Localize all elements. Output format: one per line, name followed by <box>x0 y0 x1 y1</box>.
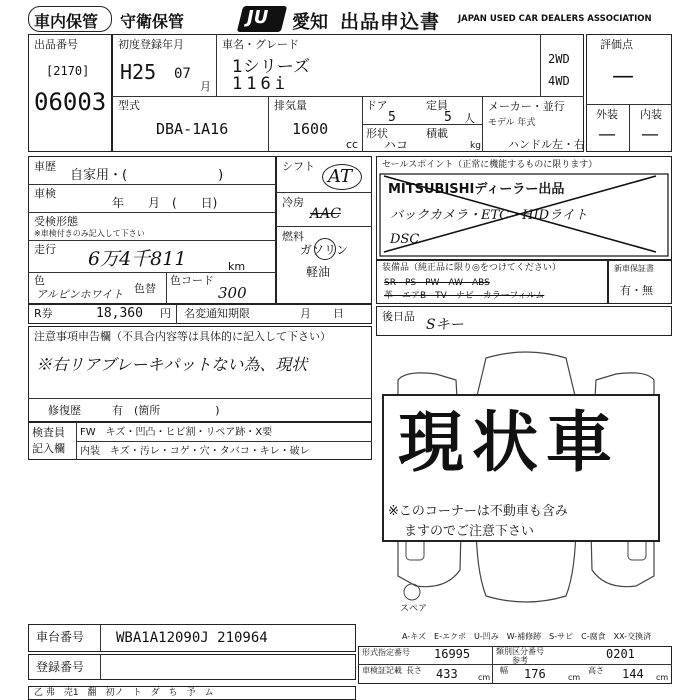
evaluation-score: — <box>612 64 634 89</box>
spare-label: スペア <box>400 604 428 614</box>
registration-number-label: 登録番号 <box>36 660 85 674</box>
type-label: 型式 <box>118 99 140 112</box>
model-name: 1シリーズ <box>232 57 310 77</box>
model-label: 車名・グレード <box>222 38 299 51</box>
type-value: DBA-1A16 <box>156 120 229 138</box>
recycle-unit: 円 <box>160 307 171 320</box>
repair-history-value: 有 (箇所 ) <box>112 404 220 417</box>
aircon-label: 冷房 <box>282 196 304 209</box>
shape-label: 形状 <box>366 127 388 140</box>
interior-label: 内装 <box>640 108 662 121</box>
cc-unit: cc <box>346 138 359 151</box>
handle-label: ハンドル <box>508 138 552 151</box>
selling-points-cross <box>376 172 672 260</box>
damage-legend: A-キズ E-エクボ U-凹み W-補修跡 S-サビ C-腐食 XX-交換済 <box>402 632 652 641</box>
aircon-value: AAC <box>310 206 341 222</box>
maker-label: メーカー・並行 <box>488 100 565 113</box>
reference-label: 参考 <box>512 656 528 665</box>
equipment-row-1: SR PS PW AW ABS <box>384 278 490 288</box>
inspector-label-2: 記入欄 <box>32 442 65 455</box>
displacement-value: 1600 <box>292 120 329 138</box>
shift-value: AT <box>328 166 353 187</box>
selling-point-1: MITSUBISHIディーラー出品 <box>388 182 565 197</box>
fuel-label: 燃料 <box>282 230 304 243</box>
recycle-value: 18,360 <box>96 306 143 321</box>
later-item-box <box>376 306 672 336</box>
new-car-label: 新車保証書 <box>614 264 654 273</box>
mileage-value: 6万4千811 <box>88 248 187 270</box>
color-label: 色 <box>34 274 45 287</box>
displacement-label: 排気量 <box>274 99 307 112</box>
color-value: アルピンホワイト <box>36 288 124 301</box>
color-change-label: 色替 <box>134 282 156 295</box>
kg-unit: kg <box>470 141 481 151</box>
recycle-label: R券 <box>34 307 53 320</box>
later-item-label: 後日品 <box>382 310 415 323</box>
class-number-value: 0201 <box>606 647 635 661</box>
length-label: 長さ <box>406 666 422 675</box>
drive-4wd: 4WD <box>548 74 570 88</box>
registration-label: 初度登録年月 <box>118 38 184 51</box>
capacity-label: 定員 <box>426 99 448 112</box>
capacity-unit: 人 <box>464 112 475 125</box>
inspection-value: 年 月 ( 日) <box>112 196 218 210</box>
form-title: 出品申込書 <box>340 11 441 33</box>
interior-score: — <box>641 124 659 145</box>
length-value: 433 <box>436 667 458 681</box>
equipment-label: 装備品（純正品に限り◎をつけてください） <box>382 263 561 273</box>
selling-points-label: セールスポイント（正常に機能するものに限ります） <box>382 160 598 170</box>
color-code-label: 色コード <box>170 274 214 287</box>
shift-label: シフト <box>282 160 315 173</box>
inspector-row-1: FW キズ・凹凸・ヒビ割・リペア跡・X要 <box>80 427 273 438</box>
fuel-gas: ガソリン <box>300 243 349 257</box>
width-value: 176 <box>524 667 546 681</box>
history-label: 車歴 <box>34 160 56 173</box>
form-number-label: 形式指定番号 <box>362 648 410 657</box>
doors-value: 5 <box>388 110 396 125</box>
class-number-label: 類別区分番号 <box>496 647 544 656</box>
inspector-row-2: 内装 キズ・汚レ・コゲ・穴・タバコ・キレ・破レ <box>80 446 310 457</box>
model-grade: 116i <box>232 74 289 94</box>
as-is-title: 現状車 <box>398 404 620 481</box>
chassis-label: 車台番号 <box>36 630 85 644</box>
height-unit: cm <box>656 673 669 682</box>
mileage-label: 走行 <box>34 243 56 256</box>
repair-history-label: 修復歴 <box>48 404 81 417</box>
as-is-note-2: ますのでご注意下さい <box>404 524 535 539</box>
lot-number: 06003 <box>34 88 107 116</box>
handle-value: 左・右 <box>552 138 585 151</box>
registration-month-unit: 月 <box>200 80 211 93</box>
selling-point-2: バックカメラ・ETC・HIDライト <box>390 208 588 223</box>
inspection-label: 車検 <box>34 187 56 200</box>
exterior-label: 外装 <box>596 108 618 121</box>
stamp-guard-storage-text: 守衛保管 <box>120 12 185 31</box>
notes-label: 注意事項申告欄（不具合内容等は具体的に記入して下さい） <box>34 330 331 343</box>
registration-month: 07 <box>174 66 191 82</box>
drive-2wd: 2WD <box>548 52 570 66</box>
lot-number-label: 出品番号 <box>34 38 78 51</box>
receive-label: 受検形態 <box>34 215 78 228</box>
as-is-note-1: ※このコーナーは不動車も含み <box>388 504 568 519</box>
model-year-label: モデル 年式 <box>488 118 536 128</box>
equipment-row-2: 革 エアB TV ナビ カラーフィルム <box>384 291 545 301</box>
reg-cert-label: 車検証記載 <box>362 666 402 675</box>
width-label: 幅 <box>500 666 508 675</box>
load-label: 積載 <box>426 127 448 140</box>
height-label: 高さ <box>588 666 604 675</box>
later-item-value: Sキー <box>426 317 464 333</box>
selling-point-3: DSC <box>390 232 420 247</box>
form-number-value: 16995 <box>434 647 471 661</box>
ju-logo-text: JU <box>247 7 269 28</box>
footer-row: 乙 弗 売1 翻 初ノ ト ダ ち 予 ム <box>34 688 214 698</box>
capacity-value: 5 <box>444 110 452 125</box>
color-code-value: 300 <box>218 284 247 302</box>
doors-label: ドア <box>366 99 388 112</box>
length-unit: cm <box>478 673 491 682</box>
history-value: 自家用・( ) <box>70 168 224 183</box>
shape-value: ハコ <box>384 138 409 152</box>
new-car-value: 有・無 <box>620 284 653 297</box>
fuel-diesel: 軽油 <box>306 265 331 279</box>
registration-era-year: H25 <box>120 60 157 84</box>
expiry-value: 月 日 <box>300 307 344 320</box>
notes-text: ※右リアブレーキパットない為、現状 <box>36 355 308 374</box>
brand-place: 愛知 <box>292 12 328 33</box>
width-unit: cm <box>568 673 581 682</box>
chassis-value: WBA1A12090J 210964 <box>116 630 268 646</box>
stamp-car-storage-text: 車内保管 <box>34 12 99 31</box>
height-value: 144 <box>622 667 644 681</box>
receive-note: ※車検付きのみ記入して下さい <box>34 229 145 238</box>
exterior-score: — <box>598 124 616 145</box>
lot-sub-number: [2170] <box>46 64 90 78</box>
inspector-label-1: 検査員 <box>32 426 65 439</box>
mileage-unit: km <box>228 260 246 273</box>
association-name: JAPAN USED CAR DEALERS ASSOCIATION <box>458 14 652 24</box>
evaluation-label: 評価点 <box>600 38 633 51</box>
expiry-label: 名変通知期限 <box>184 307 250 320</box>
